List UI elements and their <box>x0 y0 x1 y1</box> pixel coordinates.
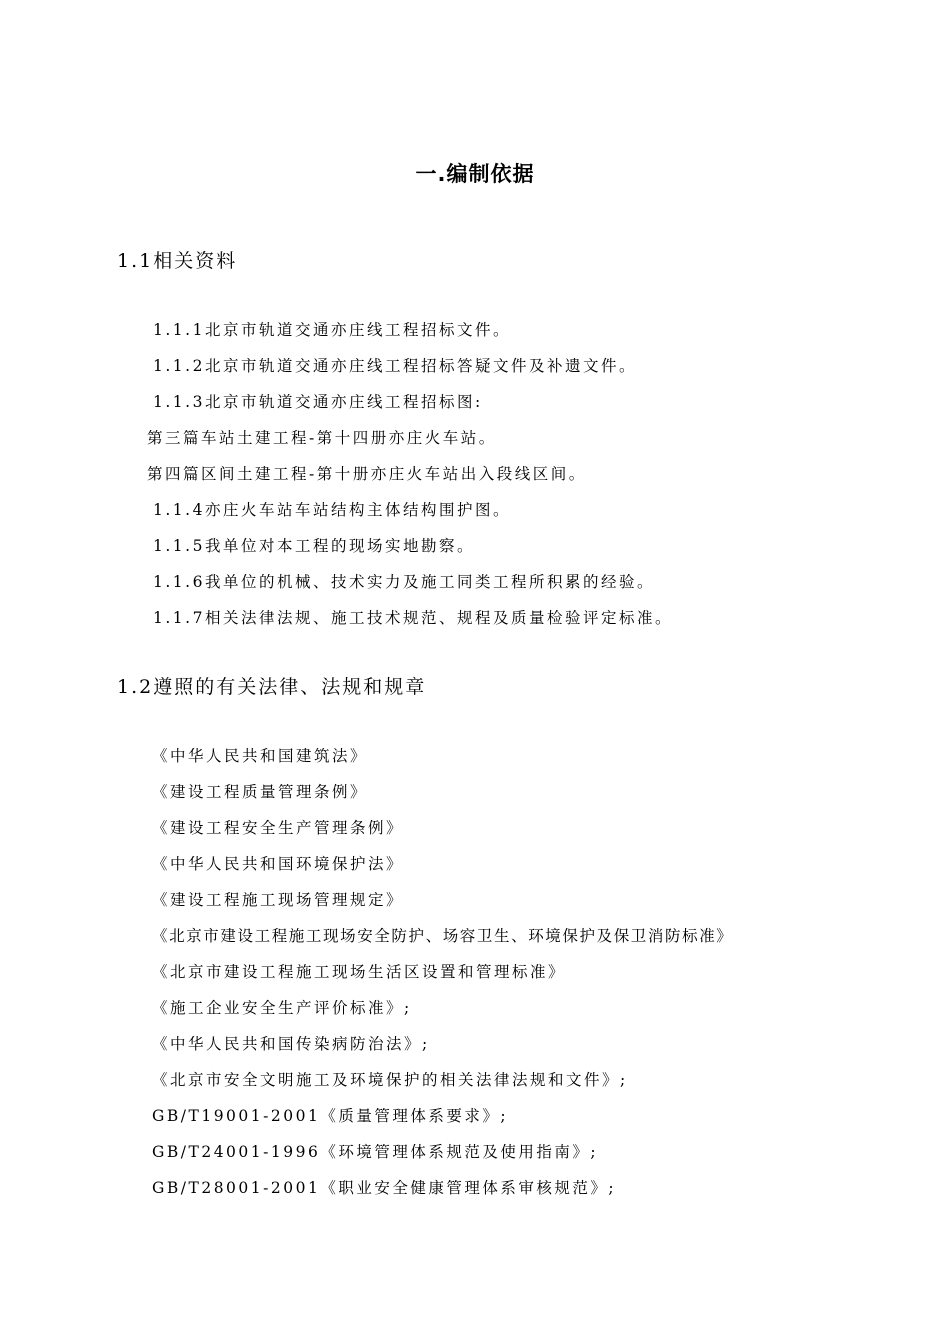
section-heading-1-2: 1.2遵照的有关法律、法规和规章 <box>117 676 427 698</box>
list-item: 1.1.1北京市轨道交通亦庄线工程招标文件。 <box>153 321 511 339</box>
list-item: 《建设工程质量管理条例》 <box>152 783 369 801</box>
regulation-list <box>152 738 733 1206</box>
section-heading-1-1: 1.1相关资料 <box>117 250 238 272</box>
list-item: 1.1.7相关法律法规、施工技术规范、规程及质量检验评定标准。 <box>153 609 673 627</box>
list-item: 第四篇区间土建工程-第十册亦庄火车站出入段线区间。 <box>147 465 587 483</box>
list-item: 《北京市安全文明施工及环境保护的相关法律法规和文件》; <box>152 1071 628 1089</box>
list-item: GB/T19001-2001《质量管理体系要求》; <box>152 1107 509 1125</box>
list-item: GB/T28001-2001《职业安全健康管理体系审核规范》; <box>152 1179 617 1197</box>
list-item: 1.1.3北京市轨道交通亦庄线工程招标图: <box>153 393 483 411</box>
list-item: 《北京市建设工程施工现场生活区设置和管理标准》 <box>152 963 567 981</box>
list-item: 1.1.4亦庄火车站车站结构主体结构围护图。 <box>153 501 511 519</box>
reference-list <box>147 312 673 636</box>
list-item: 《建设工程施工现场管理规定》 <box>152 891 405 909</box>
list-item: 《施工企业安全生产评价标准》; <box>152 999 412 1017</box>
list-item: 1.1.5我单位对本工程的现场实地勘察。 <box>153 537 475 555</box>
list-item: GB/T24001-1996《环境管理体系规范及使用指南》; <box>152 1143 599 1161</box>
page-title: 一.编制依据 <box>415 162 535 186</box>
list-item: 1.1.2北京市轨道交通亦庄线工程招标答疑文件及补遗文件。 <box>153 357 637 375</box>
list-item: 《中华人民共和国环境保护法》 <box>152 855 405 873</box>
list-item: 《中华人民共和国建筑法》 <box>152 747 369 765</box>
list-item: 1.1.6我单位的机械、技术实力及施工同类工程所积累的经验。 <box>153 573 655 591</box>
list-item: 《中华人民共和国传染病防治法》; <box>152 1035 430 1053</box>
list-item: 第三篇车站土建工程-第十四册亦庄火车站。 <box>147 429 497 447</box>
list-item: 《北京市建设工程施工现场安全防护、场容卫生、环境保护及保卫消防标准》 <box>152 927 734 945</box>
list-item: 《建设工程安全生产管理条例》 <box>152 819 405 837</box>
